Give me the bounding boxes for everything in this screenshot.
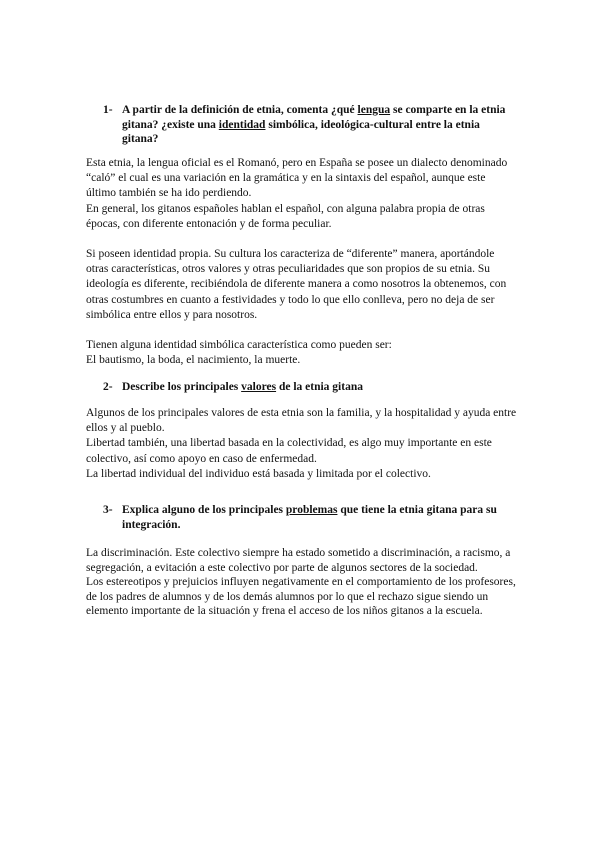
question-2-text: Describe los principales valores de la etnia gitana bbox=[122, 381, 363, 393]
question-2 bbox=[103, 380, 513, 395]
question-3-number: 3- bbox=[103, 504, 113, 516]
answer-1-paragraph-4: Tienen alguna identidad simbólica característica como pueden ser: bbox=[86, 339, 392, 352]
answer-2-paragraph-1: Algunos de los principales valores de esta etnia son la familia, y la hospitalidad y ayuda entre ellos y al pueblo. bbox=[86, 407, 517, 435]
underlined-valores: valores bbox=[241, 381, 277, 393]
answer-2-paragraph-2: Libertad también, una libertad basada en la colectividad, es algo muy importante en este colectivo, así como apoyo en caso de enfermedad. bbox=[86, 437, 492, 465]
answer-1-paragraph-2: En general, los gitanos españoles hablan el español, con alguna palabra propia de otras épocas, con diferente entonación y de forma peculiar. bbox=[86, 202, 485, 230]
answer-3-paragraph-2: Los estereotipos y prejuicios influyen negativamente en el comportamiento de los profesores, de los padres de alumnos y de los demás alumnos por lo que el rechazo sigue siendo un elemento importante de la situación y frena el acceso de los niños gitanos a la escuela. bbox=[86, 576, 516, 618]
underlined-problemas: problemas bbox=[285, 504, 338, 516]
question-1-text: A partir de la definición de etnia, comenta ¿qué lengua se comparte en la etnia gitana? ¿existe una identidad simbólica, ideológica-cultural entre la etnia gitana? bbox=[122, 104, 506, 145]
underlined-lengua: lengua bbox=[357, 104, 391, 116]
answer-3 bbox=[86, 546, 518, 619]
answer-2 bbox=[86, 406, 518, 482]
question-3-text: Explica alguno de los principales problemas que tiene la etnia gitana para su integración. bbox=[122, 504, 497, 531]
answer-1-paragraph-5: El bautismo, la boda, el nacimiento, la muerte. bbox=[86, 354, 301, 367]
underlined-identidad: identidad bbox=[218, 118, 266, 131]
answer-1-paragraph-3: Si poseen identidad propia. Su cultura los caracteriza de “diferente” manera, aportándole otras características, otros valores y otras peculiaridades que son propios de su etnia. Su ideología es diferente, recibiéndola de diferente manera a como nosotros la obtenemos, con otras costumbres en cuanto a festividades y todo lo que ello conlleva, pero no deja de ser simbólica entre ellos y para nosotros. bbox=[86, 248, 507, 321]
question-3 bbox=[103, 503, 513, 532]
answer-3-paragraph-1: La discriminación. Este colectivo siempre ha estado sometido a discriminación, a racismo, a segregación, a evitación a este colectivo por parte de algunos sectores de la sociedad. bbox=[86, 547, 511, 574]
question-2-number: 2- bbox=[103, 381, 113, 393]
question-1 bbox=[103, 103, 513, 147]
answer-1 bbox=[86, 156, 518, 368]
answer-2-paragraph-3: La libertad individual del individuo está basada y limitada por el colectivo. bbox=[86, 467, 431, 480]
answer-1-paragraph-1: Esta etnia, la lengua oficial es el Romanó, pero en España se posee un dialecto denominado “caló” el cual es una variación en la gramática y en la sintaxis del español, aunque este último también se ha ido perdiendo. bbox=[86, 157, 508, 200]
question-1-number: 1- bbox=[103, 104, 113, 116]
